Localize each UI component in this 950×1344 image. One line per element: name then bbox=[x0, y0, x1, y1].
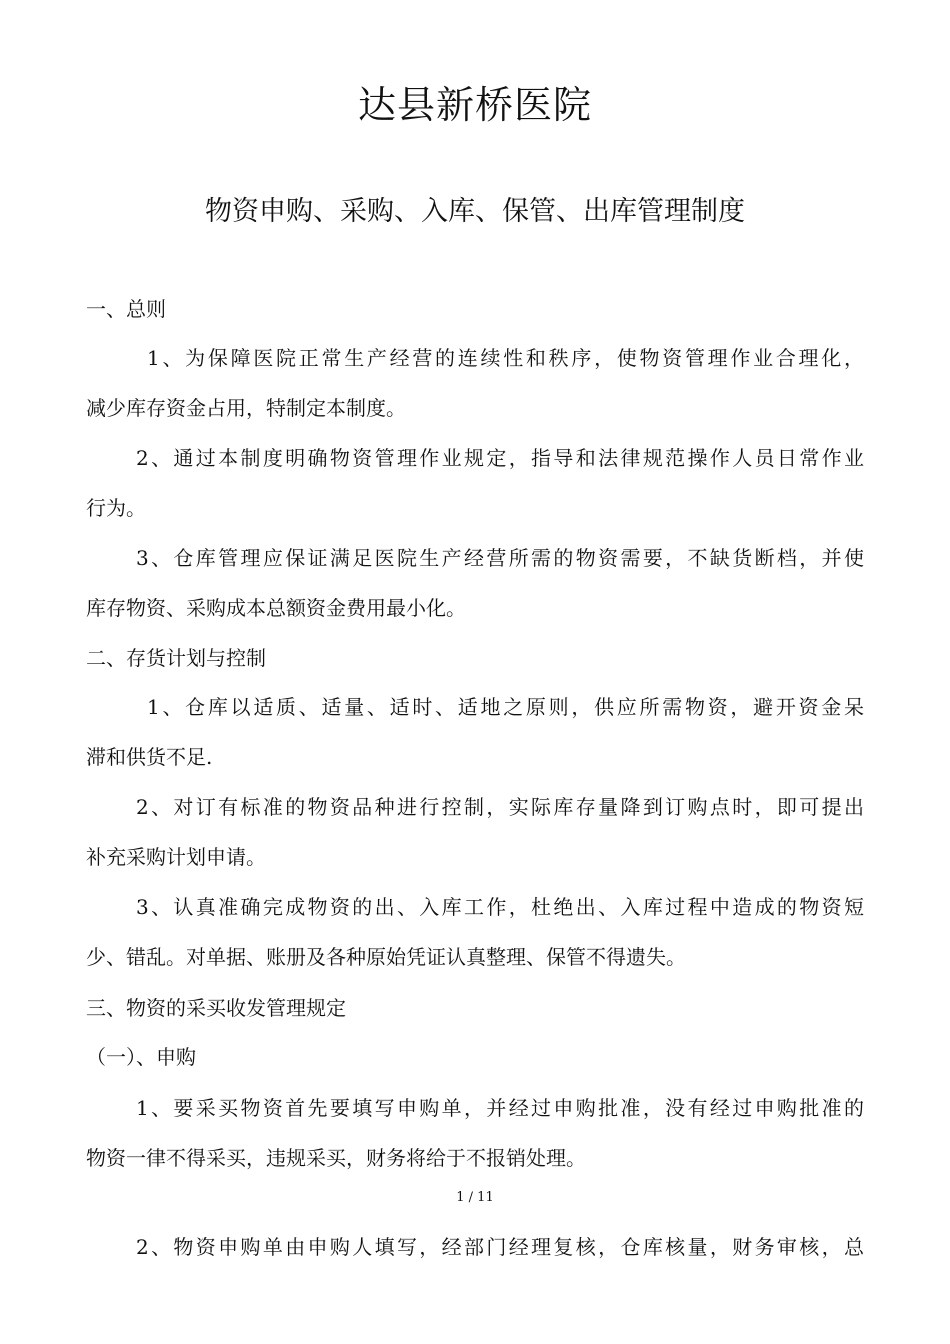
paragraph-line: 2、通过本制度明确物资管理作业规定，指导和法律规范操作人员日常作业 bbox=[136, 446, 864, 470]
document-title: 达县新桥医院 bbox=[357, 83, 592, 127]
paragraph-line: 1、仓库以适质、适量、适时、适地之原则，供应所需物资，避开资金呆 bbox=[147, 695, 864, 719]
paragraph-line: 减少库存资金占用，特制定本制度。 bbox=[86, 396, 406, 420]
document-subtitle: 物资申购、采购、入库、保管、出库管理制度 bbox=[205, 196, 745, 227]
paragraph-line: 1、要采买物资首先要填写申购单，并经过申购批准，没有经过申购批准的 bbox=[136, 1096, 864, 1120]
section-heading-general: 一、总则 bbox=[86, 297, 166, 321]
page-number: 1 / 11 bbox=[456, 1190, 494, 1205]
section-heading-inventory: 二、存货计划与控制 bbox=[86, 646, 266, 670]
paragraph-line: 3、仓库管理应保证满足医院生产经营所需的物资需要，不缺货断档，并使 bbox=[136, 546, 864, 570]
paragraph-line: 滞和供货不足. bbox=[86, 745, 213, 769]
paragraph-line: 3、认真准确完成物资的出、入库工作，杜绝出、入库过程中造成的物资短 bbox=[136, 895, 864, 919]
paragraph-line: 库存物资、采购成本总额资金费用最小化。 bbox=[86, 596, 466, 620]
section-heading-procurement: 三、物资的采买收发管理规定 bbox=[86, 996, 346, 1020]
paragraph-line: 行为。 bbox=[86, 496, 146, 520]
paragraph-line: 1、为保障医院正常生产经营的连续性和秩序，使物资管理作业合理化， bbox=[147, 346, 864, 370]
paragraph-line: 物资一律不得采买，违规采买，财务将给于不报销处理。 bbox=[86, 1146, 586, 1170]
paragraph-line: 补充采购计划申请。 bbox=[86, 845, 266, 869]
paragraph-line: 2、物资申购单由申购人填写，经部门经理复核，仓库核量，财务审核，总 bbox=[136, 1235, 864, 1259]
subsection-heading-request: （一）、申购 bbox=[86, 1045, 196, 1069]
paragraph-line: 少、错乱。对单据、账册及各种原始凭证认真整理、保管不得遗失。 bbox=[86, 945, 686, 969]
paragraph-line: 2、对订有标准的物资品种进行控制，实际库存量降到订购点时，即可提出 bbox=[136, 795, 864, 819]
